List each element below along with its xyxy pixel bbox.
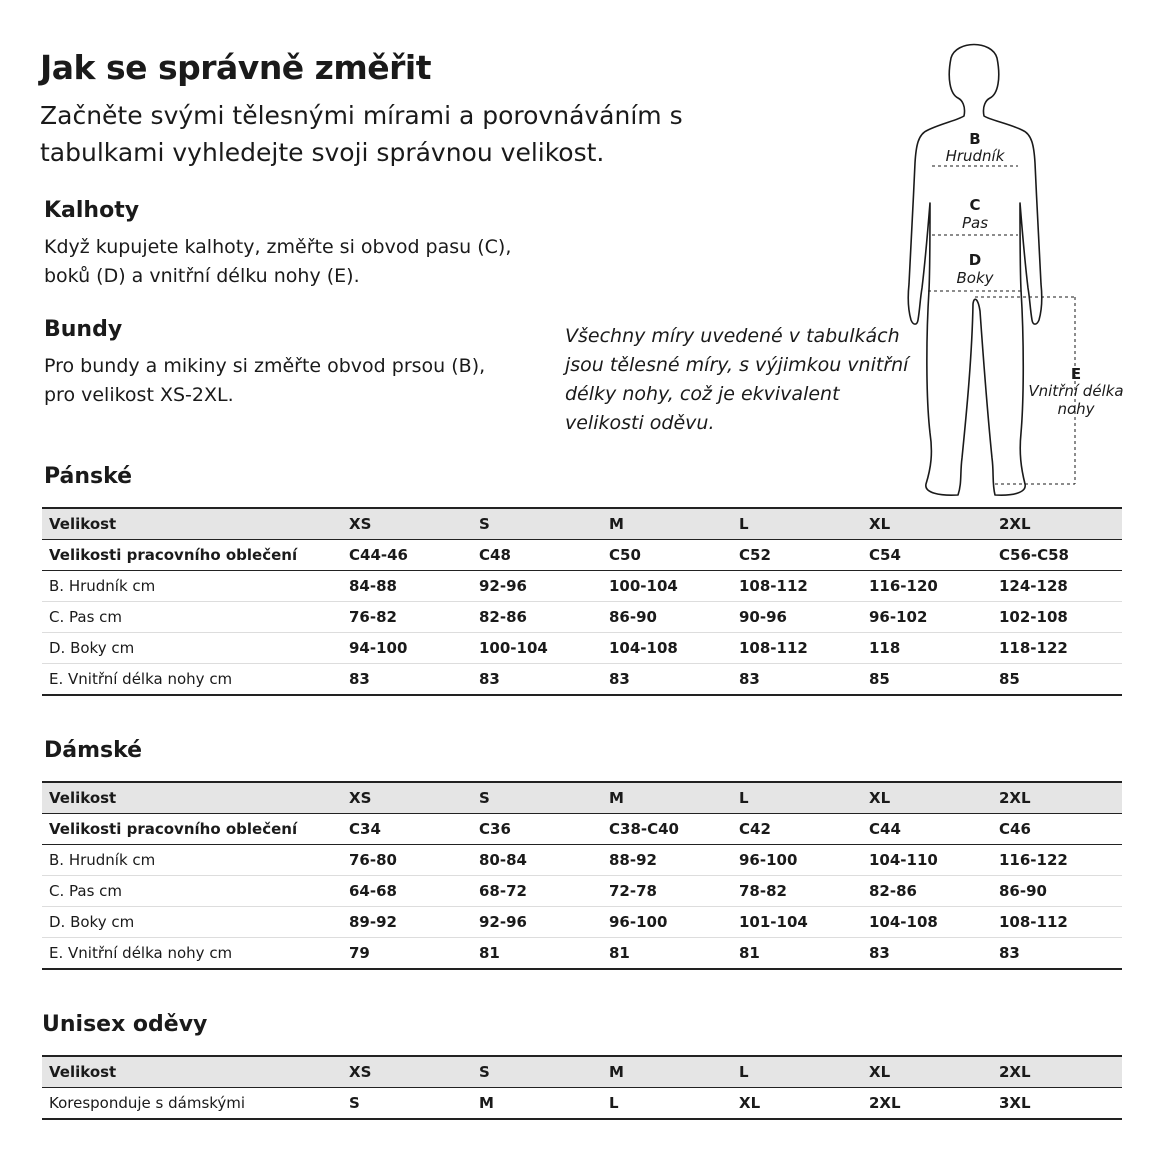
row-label: D. Boky cm <box>42 907 342 938</box>
measurement-lines <box>928 166 1075 484</box>
table-cell: 81 <box>732 938 862 970</box>
table-cell: 90-96 <box>732 602 862 633</box>
table-row <box>42 633 1122 664</box>
row-label: Velikosti pracovního oblečení <box>42 814 342 845</box>
table-cell: 85 <box>862 664 992 696</box>
table-row <box>42 938 1122 970</box>
header-cell: XL <box>862 1056 992 1088</box>
header-cell: Velikost <box>42 508 342 540</box>
mens-table-title: Pánské <box>44 464 133 489</box>
table-cell: 83 <box>602 664 732 696</box>
table-cell: 101-104 <box>732 907 862 938</box>
table-cell: 124-128 <box>992 571 1122 602</box>
header-cell: XS <box>342 782 472 814</box>
header-cell: XL <box>862 508 992 540</box>
table-header-row <box>42 782 1122 814</box>
header-cell: S <box>472 1056 602 1088</box>
row-label: C. Pas cm <box>42 602 342 633</box>
table-cell: 108-112 <box>992 907 1122 938</box>
table-cell: C44-46 <box>342 540 472 571</box>
table-cell: 72-78 <box>602 876 732 907</box>
header-cell: L <box>732 1056 862 1088</box>
table-cell: 85 <box>992 664 1122 696</box>
table-cell: C34 <box>342 814 472 845</box>
label-b-name: Hrudník <box>945 147 1005 165</box>
table-cell: 116-122 <box>992 845 1122 876</box>
label-e-name-2: nohy <box>1057 400 1095 418</box>
table-cell: C50 <box>602 540 732 571</box>
table-cell: M <box>472 1088 602 1120</box>
body-measurement-figure <box>900 38 1140 503</box>
table-cell: C52 <box>732 540 862 571</box>
jackets-instructions: Pro bundy a mikiny si změřte obvod prsou (B), pro velikost XS-2XL. <box>44 355 486 406</box>
table-cell: 78-82 <box>732 876 862 907</box>
table-cell: 96-100 <box>602 907 732 938</box>
pants-heading: Kalhoty <box>44 198 140 223</box>
label-e-letter: E <box>1070 365 1082 383</box>
table-cell: S <box>342 1088 472 1120</box>
label-d-name: Boky <box>956 269 994 287</box>
table-cell: 86-90 <box>992 876 1122 907</box>
page-subtitle: Začněte svými tělesnými mírami a porovnáváním s tabulkami vyhledejte svoji správnou velikost. <box>40 101 683 167</box>
row-label: D. Boky cm <box>42 633 342 664</box>
table-cell: 92-96 <box>472 571 602 602</box>
page-title: Jak se správně změřit <box>40 48 432 87</box>
measurement-note: Všechny míry uvedené v tabulkách jsou tělesné míry, s výjimkou vnitřní délky nohy, což je ekvivalent velikosti oděvu. <box>565 325 909 434</box>
table-cell: 76-82 <box>342 602 472 633</box>
womens-table-title: Dámské <box>44 738 143 763</box>
table-cell: 76-80 <box>342 845 472 876</box>
label-e-name-1: Vnitřní délka <box>1028 382 1124 400</box>
table-cell: 2XL <box>862 1088 992 1120</box>
header-cell: S <box>472 782 602 814</box>
table-cell: 104-110 <box>862 845 992 876</box>
unisex-size-table <box>42 1055 1122 1120</box>
row-label: B. Hrudník cm <box>42 571 342 602</box>
table-cell: C42 <box>732 814 862 845</box>
header-cell: M <box>602 508 732 540</box>
table-cell: XL <box>732 1088 862 1120</box>
table-cell: 108-112 <box>732 571 862 602</box>
header-cell: L <box>732 508 862 540</box>
header-cell: XS <box>342 508 472 540</box>
table-cell: 82-86 <box>472 602 602 633</box>
table-cell: 96-102 <box>862 602 992 633</box>
label-c-name: Pas <box>961 214 989 232</box>
table-cell: 64-68 <box>342 876 472 907</box>
table-cell: 100-104 <box>472 633 602 664</box>
table-row <box>42 602 1122 633</box>
header-cell: 2XL <box>992 1056 1122 1088</box>
row-label: B. Hrudník cm <box>42 845 342 876</box>
table-cell: 102-108 <box>992 602 1122 633</box>
table-row <box>42 907 1122 938</box>
table-cell: 118 <box>862 633 992 664</box>
table-cell: 79 <box>342 938 472 970</box>
table-cell: C46 <box>992 814 1122 845</box>
table-cell: 81 <box>472 938 602 970</box>
label-b-letter: B <box>969 130 981 148</box>
womens-size-table <box>42 781 1122 970</box>
row-label: Velikosti pracovního oblečení <box>42 540 342 571</box>
header-cell: XS <box>342 1056 472 1088</box>
table-cell: 89-92 <box>342 907 472 938</box>
table-cell: 68-72 <box>472 876 602 907</box>
table-cell: 116-120 <box>862 571 992 602</box>
table-cell: 83 <box>472 664 602 696</box>
table-row <box>42 1088 1122 1120</box>
table-cell: 3XL <box>992 1088 1122 1120</box>
header-cell: 2XL <box>992 508 1122 540</box>
row-label: C. Pas cm <box>42 876 342 907</box>
header-cell: Velikost <box>42 1056 342 1088</box>
table-cell: 94-100 <box>342 633 472 664</box>
table-cell: 88-92 <box>602 845 732 876</box>
table-cell: 104-108 <box>862 907 992 938</box>
table-cell: 82-86 <box>862 876 992 907</box>
table-cell: 86-90 <box>602 602 732 633</box>
table-cell: 81 <box>602 938 732 970</box>
table-cell: 83 <box>732 664 862 696</box>
unisex-table-title: Unisex oděvy <box>42 1012 208 1037</box>
table-row <box>42 845 1122 876</box>
row-label: Koresponduje s dámskými <box>42 1088 342 1120</box>
table-cell: C44 <box>862 814 992 845</box>
header-cell: 2XL <box>992 782 1122 814</box>
table-cell: 83 <box>992 938 1122 970</box>
table-header-row <box>42 508 1122 540</box>
header-cell: L <box>732 782 862 814</box>
table-cell: 96-100 <box>732 845 862 876</box>
jackets-heading: Bundy <box>44 317 123 342</box>
table-cell: C38-C40 <box>602 814 732 845</box>
table-cell: 108-112 <box>732 633 862 664</box>
table-cell: 80-84 <box>472 845 602 876</box>
table-cell: 100-104 <box>602 571 732 602</box>
header-cell: Velikost <box>42 782 342 814</box>
row-label: E. Vnitřní délka nohy cm <box>42 664 342 696</box>
table-row <box>42 664 1122 696</box>
table-cell: 118-122 <box>992 633 1122 664</box>
mens-size-table <box>42 507 1122 696</box>
table-header-row <box>42 1056 1122 1088</box>
table-cell: L <box>602 1088 732 1120</box>
table-cell: 83 <box>342 664 472 696</box>
table-row <box>42 540 1122 571</box>
header-cell: M <box>602 782 732 814</box>
table-row <box>42 571 1122 602</box>
table-cell: 92-96 <box>472 907 602 938</box>
label-d-letter: D <box>968 251 982 269</box>
table-cell: 84-88 <box>342 571 472 602</box>
table-cell: C56-C58 <box>992 540 1122 571</box>
header-cell: M <box>602 1056 732 1088</box>
table-row <box>42 876 1122 907</box>
table-row <box>42 814 1122 845</box>
label-c-letter: C <box>969 196 981 214</box>
header-cell: S <box>472 508 602 540</box>
table-cell: 83 <box>862 938 992 970</box>
pants-instructions: Když kupujete kalhoty, změřte si obvod pasu (C), boků (D) a vnitřní délku nohy (E). <box>44 236 512 287</box>
table-cell: C54 <box>862 540 992 571</box>
table-cell: 104-108 <box>602 633 732 664</box>
header-cell: XL <box>862 782 992 814</box>
table-cell: C48 <box>472 540 602 571</box>
table-cell: C36 <box>472 814 602 845</box>
row-label: E. Vnitřní délka nohy cm <box>42 938 342 970</box>
